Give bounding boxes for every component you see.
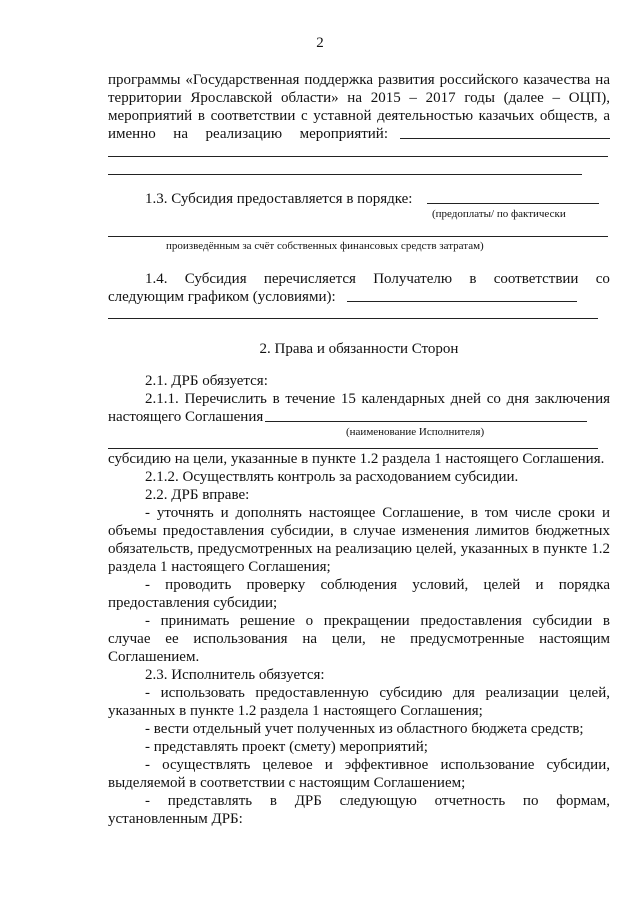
intro-line-4 xyxy=(108,125,610,143)
p-2-3-e1: - представлять в ДРБ следующую отчетность по формам, xyxy=(145,793,610,809)
p-2-2-c2: случае ее использования на цели, не предусмотренные настоящим xyxy=(108,631,610,647)
blank-field-payment-order[interactable] xyxy=(427,203,599,204)
word: 1.4. xyxy=(145,271,168,287)
p-2-2-c3: Соглашением. xyxy=(108,649,200,665)
p-2-3-b: - вести отдельный учет полученных из областного бюджета средств; xyxy=(145,721,584,737)
p-2-1: 2.1. ДРБ обязуется: xyxy=(145,373,268,389)
p-2-3-e2: установленным ДРБ: xyxy=(108,811,243,827)
intro-line-4-words xyxy=(108,125,388,143)
p-2-3: 2.3. Исполнитель обязуется: xyxy=(145,667,325,683)
blank-line[interactable] xyxy=(108,448,598,449)
word: на xyxy=(173,126,188,142)
word: именно xyxy=(108,126,156,142)
p-2-3-a2: указанных в пункте 1.2 раздела 1 настоящего Соглашения; xyxy=(108,703,483,719)
p-2-2-a3: обязательств, предусмотренных на реализацию целей, указанных в пункте 1.2 xyxy=(108,541,610,557)
p-2-2-a1: - уточнять и дополнять настоящее Соглашение, в том числе сроки и xyxy=(145,505,610,521)
word: со xyxy=(595,271,610,287)
section-1-4-line-2: следующим графиком (условиями): xyxy=(108,289,336,305)
page-number: 2 xyxy=(316,35,324,51)
word: мероприятий: xyxy=(299,126,388,142)
word: перечисляется xyxy=(263,271,356,287)
blank-line[interactable] xyxy=(108,156,608,157)
p-2-2: 2.2. ДРБ вправе: xyxy=(145,487,250,503)
blank-line[interactable] xyxy=(108,318,598,319)
intro-line-2: территории Ярославской области» на 2015 – 2017 годы (далее – ОЦП), xyxy=(108,90,610,106)
section-1-3-text: 1.3. Субсидия предоставляется в порядке: xyxy=(145,191,413,207)
p-2-1-1-a xyxy=(108,390,610,408)
section-2-heading: 2. Права и обязанности Сторон xyxy=(259,341,459,357)
p-2-2-a4: раздела 1 настоящего Соглашения; xyxy=(108,559,331,575)
p-2-1-2: 2.1.2. Осуществлять контроль за расходованием субсидии. xyxy=(145,469,519,485)
p-2-1-1-b: настоящего Соглашения xyxy=(108,409,264,425)
p-2-2-c1: - принимать решение о прекращении предоставления субсидии в xyxy=(145,613,610,629)
blank-field-schedule[interactable] xyxy=(347,301,577,302)
section-1-4-line-1 xyxy=(108,270,610,288)
p-2-2-b1: - проводить проверку соблюдения условий, целей и порядка xyxy=(145,577,610,593)
p-2-3-a1: - использовать предоставленную субсидию для реализации целей, xyxy=(145,685,610,701)
intro-line-1: программы «Государственная поддержка развития российского казачества на xyxy=(108,72,610,88)
blank-field-events[interactable] xyxy=(400,138,610,139)
word: реализацию xyxy=(205,126,283,142)
intro-line-3: мероприятий в соответствии с уставной деятельностью казачьих обществ, а xyxy=(108,108,610,124)
p-2-1-1-c: субсидию на цели, указанные в пункте 1.2 раздела 1 настоящего Соглашения. xyxy=(108,451,605,467)
p-2-3-d2: выделяемой в соответствии с настоящим Соглашением; xyxy=(108,775,466,791)
caption-payment-order: (предоплаты/ по фактически xyxy=(432,208,566,220)
blank-line[interactable] xyxy=(108,236,608,237)
p-2-1-1-a-text: 2.1.1. Перечислить в течение 15 календарных дней со дня заключения xyxy=(145,391,610,407)
blank-line[interactable] xyxy=(108,174,582,175)
caption-executor: (наименование Исполнителя) xyxy=(346,426,485,438)
word: Субсидия xyxy=(184,271,247,287)
p-2-2-b2: предоставления субсидии; xyxy=(108,595,278,611)
blank-field-executor[interactable] xyxy=(265,421,587,422)
p-2-2-a2: объемы предоставления субсидии, в случае изменения лимитов бюджетных xyxy=(108,523,610,539)
p-2-3-d1: - осуществлять целевое и эффективное использование субсидии, xyxy=(145,757,610,773)
section-1-4-words xyxy=(145,270,610,288)
word: в xyxy=(469,271,477,287)
word: соответствии xyxy=(493,271,579,287)
p-2-3-c: - представлять проект (смету) мероприятий; xyxy=(145,739,428,755)
word: Получателю xyxy=(373,271,453,287)
caption-payment-order-cont: произведённым за счёт собственных финансовых средств затратам) xyxy=(166,240,484,252)
